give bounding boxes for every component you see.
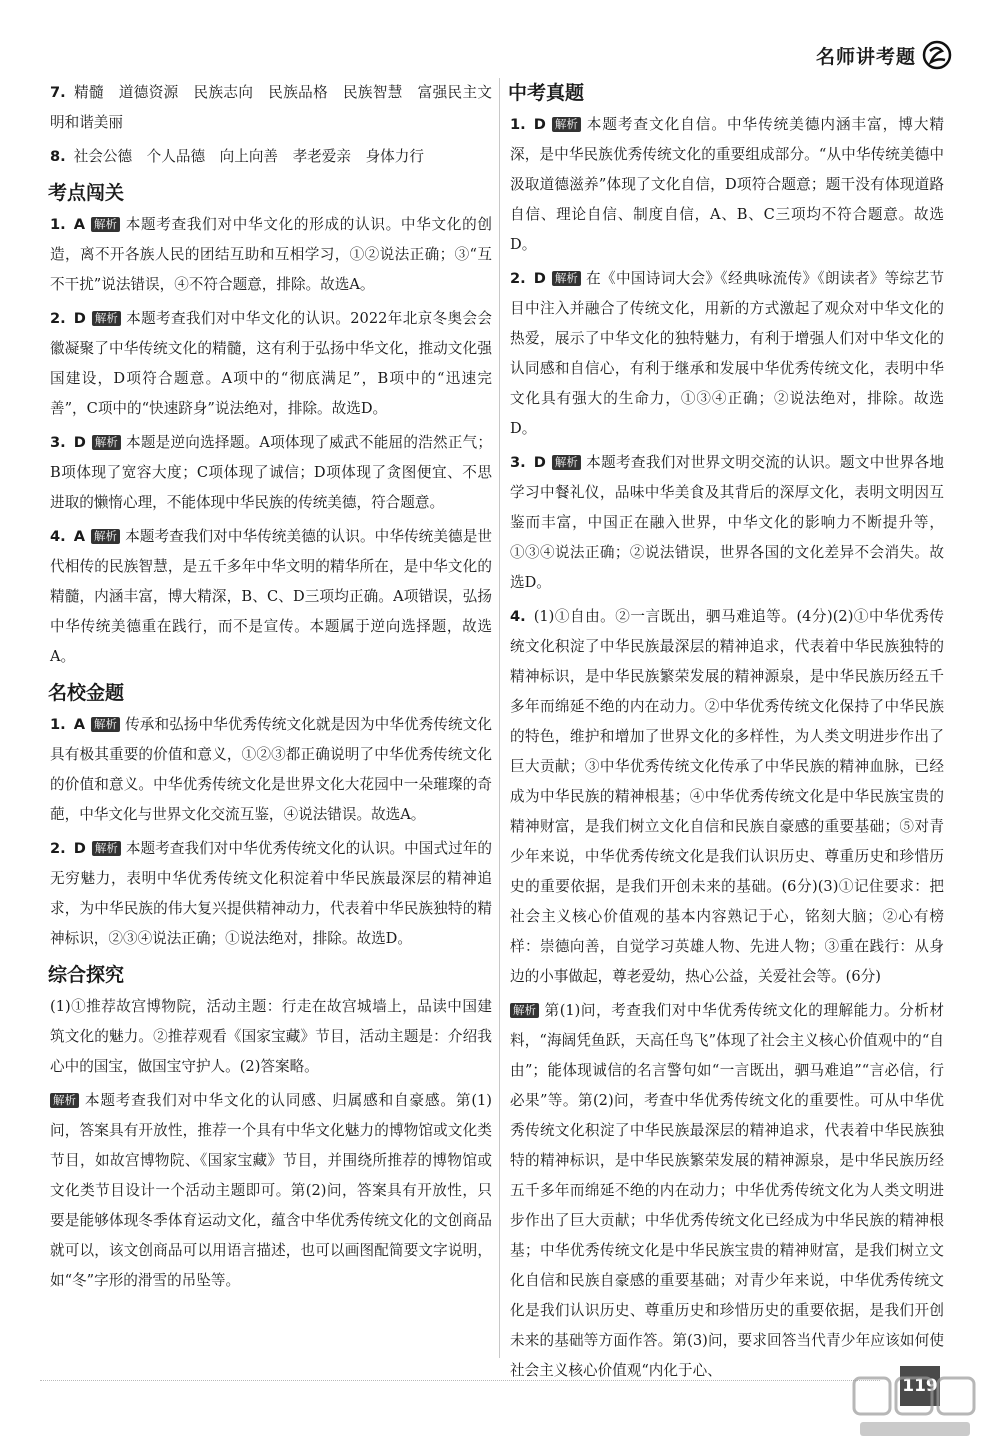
section-title-zhongkao: 中考真题 bbox=[508, 82, 585, 104]
analysis-tag: 解析 bbox=[552, 117, 581, 132]
answer-item bbox=[50, 522, 492, 672]
item-number: 2. bbox=[510, 270, 526, 287]
item-number: 3. bbox=[50, 434, 66, 451]
item-answer: D bbox=[533, 270, 546, 287]
answer-item bbox=[50, 78, 492, 138]
item-number: 3. bbox=[510, 454, 526, 471]
footer-dotted-line bbox=[40, 1380, 880, 1382]
page-number: 119 bbox=[900, 1366, 940, 1406]
analysis-item bbox=[50, 1086, 492, 1296]
analysis-tag: 解析 bbox=[552, 455, 581, 470]
brand-title: 名师讲考题 bbox=[815, 45, 916, 68]
analysis-tag: 解析 bbox=[92, 435, 121, 450]
item-answer: A bbox=[73, 716, 85, 733]
item-text: 本题考查我们对中华传统美德的认识。中华传统美德是世代相传的民族智慧，是五千多年中华文明的精华所在，是中华文化的精髓，内涵丰富，博大精深，B、C、D三项均正确。A项错误，弘扬中华传统美德重在践行，而不是宣传。本题属于逆向选择题，故选A。 bbox=[50, 528, 492, 665]
analysis-tag: 解析 bbox=[91, 529, 120, 544]
item-number: 4. bbox=[50, 528, 66, 545]
answer-item bbox=[50, 304, 492, 424]
analysis-item bbox=[510, 996, 944, 1386]
analysis-tag: 解析 bbox=[552, 271, 581, 286]
item-number: 1. bbox=[50, 216, 66, 233]
answer-item bbox=[50, 834, 492, 954]
analysis-tag: 解析 bbox=[91, 717, 120, 732]
item-answer: D bbox=[73, 310, 86, 327]
column-divider bbox=[499, 78, 500, 1358]
item-answer: D bbox=[533, 116, 546, 133]
item-number: 1. bbox=[510, 116, 526, 133]
item-text: 本题考查我们对中华优秀传统文化的认识。中国式过年的无穷魅力，表明中华优秀传统文化积淀着中华民族最深层的精神追求，为中华民族的伟大复兴提供精神动力，代表着中华民族独特的精神标识，②③④说法正确；①说法绝对，排除。故选D。 bbox=[50, 840, 492, 947]
item-number: 2. bbox=[50, 840, 66, 857]
answer-item bbox=[510, 110, 944, 260]
left-column bbox=[50, 78, 492, 1300]
item-text: 在《中国诗词大会》《经典咏流传》《朗读者》等综艺节目中注入并融合了传统文化，用新的方式激起了观众对中华文化的热爱，展示了中华文化的独特魅力，有利于增强人们对中华文化的认同感和自信心，有利于继承和发展中华优秀传统文化，表明中华文化具有强大的生命力，①③④正确；②说法绝对，排除。故选D。 bbox=[510, 270, 944, 437]
answer-item bbox=[50, 428, 492, 518]
section-title-mingxiao: 名校金题 bbox=[48, 682, 125, 704]
section-title-zonghe: 综合探究 bbox=[48, 964, 125, 986]
item-text: 社会公德 个人品德 向上向善 孝老爱亲 身体力行 bbox=[73, 148, 424, 165]
item-text: 本题考查文化自信。中华传统美德内涵丰富，博大精深，是中华民族优秀传统文化的重要组成部分。“从中华传统美德中汲取道德滋养”体现了文化自信，D项符合题意；题干没有体现道路自信、理论自信、制度自信，A、B、C三项均不符合题意。故选D。 bbox=[510, 116, 944, 253]
item-number: 4. bbox=[510, 608, 526, 625]
answer-item: (1)①推荐故宫博物院，活动主题：行走在故宫城墙上，品读中国建筑文化的魅力。②推荐观看《国家宝藏》节目，活动主题是：介绍我心中的国宝，做国宝守护人。(2)答案略。 bbox=[50, 998, 492, 1075]
answer-item bbox=[510, 264, 944, 444]
analysis-text: 第(1)问，考查我们对中华优秀传统文化的理解能力。分析材料，“海阔凭鱼跃，天高任鸟飞”体现了社会主义核心价值观中的“自由”；能体现诚信的名言警句如“一言既出，驷马难追”“言必信，行必果”等。第(2)问，考查中华优秀传统文化的重要性。可从中华优秀传统文化积淀了中华民族最深层的精神追求，代表着中华民族独特的精神标识，是中华民族繁荣发展的精神源泉，是中华民族历经五千多年而绵延不绝的内在动力；中华优秀传统文化为人类文明进步作出了巨大贡献；中华优秀传统文化已经成为中华民族的精神根基；中华优秀传统文化是中华民族宝贵的精神财富，是我们树立文化自信和民族自豪感的重要基础；对青少年来说，中华优秀传统文化是我们认识历史、尊重历史和珍惜历史的重要依据，是我们开创未来的基础等方面作答。第(3)问，要求回答当代青少年应该如何使社会主义核心价值观“内化于心、 bbox=[510, 1002, 944, 1379]
item-text: 本题是逆向选择题。A项体现了威武不能屈的浩然正气；B项体现了宽容大度；C项体现了诚信；D项体现了贪图便宜、不思进取的懒惰心理，不能体现中华民族的传统美德，符合题意。 bbox=[50, 434, 492, 511]
answer-item bbox=[50, 142, 492, 172]
analysis-tag: 解析 bbox=[91, 217, 120, 232]
item-answer: D bbox=[533, 454, 546, 471]
analysis-text: 本题考查我们对中华文化的认同感、归属感和自豪感。第(1)问，答案具有开放性，推荐一个具有中华文化魅力的博物馆或文化类节目，如故宫博物院、《国家宝藏》节目，并围绕所推荐的博物馆或文化类节目设计一个活动主题即可。第(2)问，答案具有开放性，只要是能够体现冬季体育运动文化，蕴含中华优秀传统文化的文创商品就可以，该文创商品可以用语言描述，也可以画图配简要文字说明，如“冬”字形的滑雪的吊坠等。 bbox=[50, 1092, 492, 1289]
item-answer: D bbox=[73, 840, 86, 857]
item-answer: D bbox=[73, 434, 86, 451]
brand-logo-icon bbox=[922, 40, 952, 70]
analysis-tag: 解析 bbox=[92, 841, 121, 856]
analysis-tag: 解析 bbox=[92, 311, 121, 326]
item-text: 精髓 道德资源 民族志向 民族品格 民族智慧 富强民主文明和谐美丽 bbox=[50, 84, 492, 131]
item-text: 传承和弘扬中华优秀传统文化就是因为中华优秀传统文化具有极其重要的价值和意义，①②③都正确说明了中华优秀传统文化的价值和意义。中华优秀传统文化是世界文化大花园中一朵璀璨的奇葩，中华文化与世界文化交流互鉴，④说法错误。故选A。 bbox=[50, 716, 492, 823]
item-text: 本题考查我们对中华文化的认识。2022年北京冬奥会会徽凝聚了中华传统文化的精髓，这有利于弘扬中华文化，推动文化强国建设，D项符合题意。A项中的“彻底满足”，B项中的“迅速完善”，C项中的“快速跻身”说法绝对，排除。故选D。 bbox=[50, 310, 492, 417]
item-answer: A bbox=[73, 528, 85, 545]
item-text: (1)①自由。②一言既出，驷马难追等。(4分)(2)①中华优秀传统文化积淀了中华民族最深层的精神追求，代表着中华民族独特的精神标识，是中华民族繁荣发展的精神源泉，是中华民族历经五千多年而绵延不绝的内在动力。②中华优秀传统文化保持了中华民族的特色，维护和增加了世界文化的多样性，为人类文明进步作出了巨大贡献；③中华优秀传统文化传承了中华民族的精神血脉，已经成为中华民族的精神根基；④中华优秀传统文化是中华民族宝贵的精神财富，是我们树立文化自信和民族自豪感的重要基础；⑤对青少年来说，中华优秀传统文化是我们认识历史、尊重历史和珍惜历史的重要依据，是我们开创未来的基础。(6分)(3)①记住要求：把社会主义核心价值观的基本内容熟记于心，铭刻大脑；②心有榜样：崇德向善，自觉学习英雄人物、先进人物；③重在践行：从身边的小事做起，尊老爱幼，热心公益，关爱社会等。(6分) bbox=[510, 608, 944, 985]
item-number: 7. bbox=[50, 84, 66, 101]
item-number: 1. bbox=[50, 716, 66, 733]
item-number: 2. bbox=[50, 310, 66, 327]
watermark-stamp-icon bbox=[850, 1372, 980, 1442]
answer-item bbox=[510, 448, 944, 598]
answer-item bbox=[510, 602, 944, 992]
analysis-tag: 解析 bbox=[50, 1093, 79, 1108]
brand-header bbox=[816, 40, 952, 70]
item-text: 本题考查我们对中华文化的形成的认识。中华文化的创造，离不开各族人民的团结互助和互相学习，①②说法正确；③“互不干扰”说法错误，④不符合题意，排除。故选A。 bbox=[50, 216, 492, 293]
right-column bbox=[510, 78, 944, 1390]
analysis-tag: 解析 bbox=[510, 1003, 539, 1018]
item-answer: A bbox=[73, 216, 85, 233]
answer-item bbox=[50, 710, 492, 830]
answer-item bbox=[50, 210, 492, 300]
item-text: 本题考查我们对世界文明交流的认识。题文中世界各地学习中餐礼仪，品味中华美食及其背后的深厚文化，表明文明因互鉴而丰富，中国正在融入世界，中华文化的影响力不断提升等，①③④说法正确；②说法错误，世界各国的文化差异不会消失。故选D。 bbox=[510, 454, 944, 591]
section-title-kaodian: 考点闯关 bbox=[48, 182, 125, 204]
item-number: 8. bbox=[50, 148, 66, 165]
